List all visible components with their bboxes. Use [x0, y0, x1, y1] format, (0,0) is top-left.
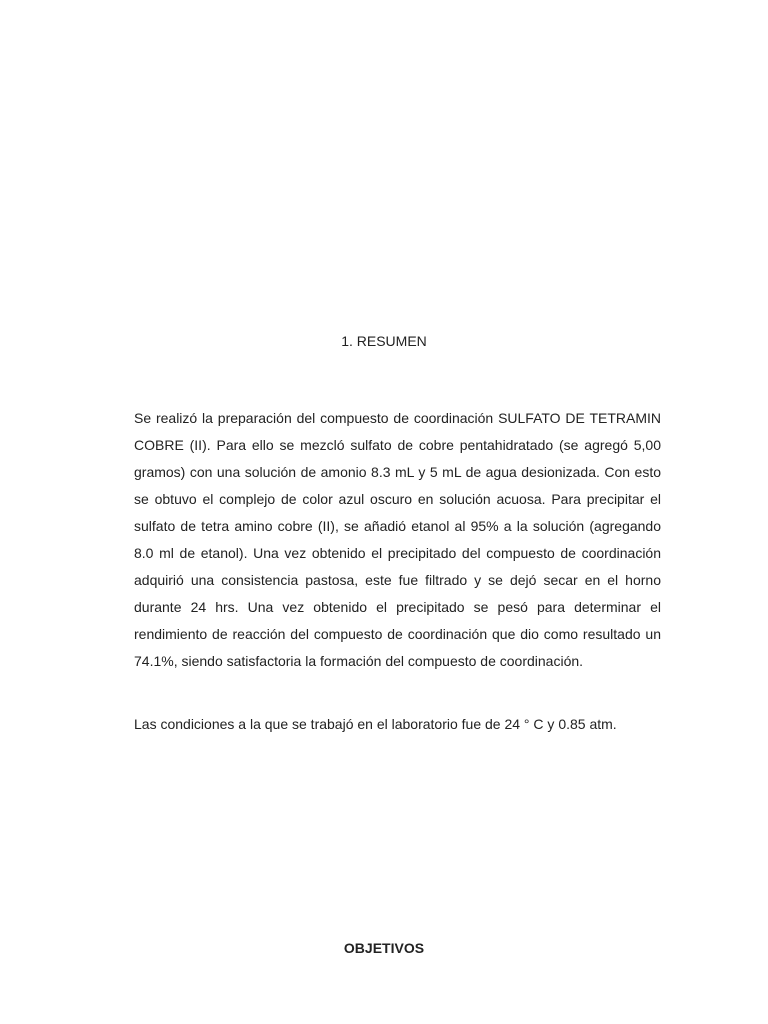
resumen-paragraph: Se realizó la preparación del compuesto de coordinación SULFATO DE TETRAMIN COBRE (II). Para ello se mezcló sulfato de cobre pentahidratado (se agregó 5,00 gramos) con una solución de amonio 8.3 mL y 5 mL de agua desionizada. Con esto se obtuvo el complejo de color azul oscuro en solución acuosa. Para precipitar el sulfato de tetra amino cobre (II), se añadió etanol al 95% a la solución (agregando 8.0 ml de etanol). Una vez obtenido el precipitado del compuesto de coordinación adquirió una consistencia pastosa, este fue filtrado y se dejó secar en el horno durante 24 hrs. Una vez obtenido el precipitado se pesó para determinar el rendimiento de reacción del compuesto de coordinación que dio como resultado un 74.1%, siendo satisfactoria la formación del compuesto de coordinación.	[134, 410, 661, 669]
section-heading-objetivos: OBJETIVOS	[343, 940, 425, 956]
section-heading-resumen: 1. RESUMEN	[341, 333, 427, 349]
conditions-paragraph: Las condiciones a la que se trabajó en el laboratorio fue de 24 ° C y 0.85 atm.	[134, 716, 617, 732]
